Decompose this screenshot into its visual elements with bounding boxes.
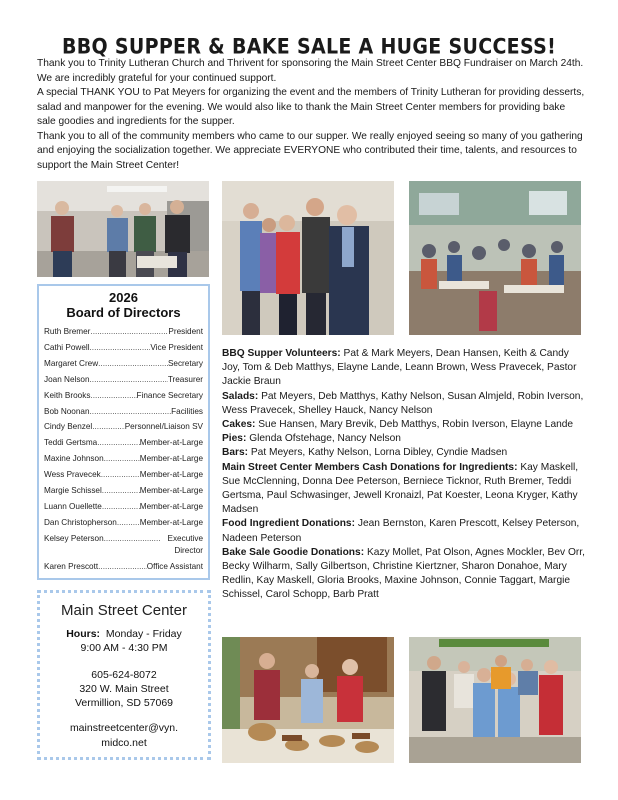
board-member: Keith Brooks ..... Finance Secretary: [44, 388, 203, 404]
credit-entry: Bars: Pat Meyers, Kathy Nelson, Lorna Dibley, Cyndie Madsen: [222, 447, 508, 459]
center-hours: Hours: Monday - Friday: [66, 628, 182, 640]
kitchen-crew-photo: [409, 637, 581, 763]
volunteer-credits: [222, 347, 588, 603]
board-member: Kelsey Peterson ..... Executive Director: [44, 533, 203, 559]
credit-entry: Salads: Pat Meyers, Deb Matthys, Kathy Nelson, Susan Almjeld, Robin Iverson, Wess Pravecek, Shelley Hauck, Nancy Nelson: [222, 390, 584, 416]
center-email[interactable]: mainstreetcenter@vyn. midco.net: [69, 722, 179, 749]
center-street: 320 W. Main Street: [79, 683, 169, 695]
board-member: Wess Pravecek ..... Member-at-Large: [44, 467, 203, 483]
board-member: Ruth Bremer ..... President: [44, 324, 203, 340]
dining-hall-photo: [409, 181, 581, 335]
credit-entry: Bake Sale Goodie Donations: Kazy Mollet, Pat Olson, Agnes Mockler, Bev Orr, Becky Wilharm, Sally Gilbertson, Christine Kiertzner, Sharon Donahoe, Mary Redlin, Kay Maskell, Gloria Brooks, Maxine Johnson, Connie Taggart, Margie Schissel, Carol Schopp, Barb Pratt: [222, 546, 585, 601]
board-member: Karen Prescott ..... Office Assistant: [44, 559, 203, 575]
credit-entry: Pies: Glenda Ofstehage, Nancy Nelson: [222, 433, 401, 445]
credit-entry: Main Street Center Members Cash Donations for Ingredients: Kay Maskell, Sue McClenning, Donna Dee Peterson, Berniece Ticknor, Ruth Bremer, Teddi Gertsma, Paul Schwasinger, Jewell Kronaizl, Pat Koester, Leona Kryger, Kathy Madsen: [222, 461, 579, 516]
board-year: 2026: [109, 290, 138, 305]
credit-entry: Food Ingredient Donations: Jean Bernston, Karen Prescott, Kelsey Peterson, Nadeen Peterson: [222, 518, 580, 544]
board-member: Margie Schissel ..... Member-at-Large: [44, 483, 203, 499]
board-of-directors: [37, 284, 210, 580]
credit-entry: BBQ Supper Volunteers: Pat & Mark Meyers, Dean Hansen, Keith & Candy Joy, Tom & Deb Matthys, Elayne Lande, Leann Brown, Wess Pravecek, Pastor Jackie Braun: [222, 348, 577, 388]
center-name: Main Street Center: [61, 602, 187, 619]
board-member: Bob Noonan ..... Facilities: [44, 404, 203, 420]
board-member: Luann Ouellette ..... Member-at-Large: [44, 499, 203, 515]
board-member: Dan Christopherson ..... Member-at-Large: [44, 515, 203, 531]
intro-paragraph: Thank you to all of the community members who came to our supper. We really enjoyed seeing so many of you gathering and enjoying the socialization together. We appreciate EVERYONE who contributed their time, talents, and resources to support the Main Street Center!: [37, 130, 583, 171]
center-hours-time: 9:00 AM - 4:30 PM: [80, 642, 168, 654]
intro-text: [37, 57, 585, 173]
board-title: Board of Directors: [66, 305, 181, 320]
board-member: Cathi Powell ..... Vice President: [44, 340, 203, 356]
center-contact-box: [37, 590, 211, 760]
board-member: Maxine Johnson ..... Member-at-Large: [44, 451, 203, 467]
intro-paragraph: A special THANK YOU to Pat Meyers for organizing the event and the members of Trinity Lutheran for providing desserts, salad and manpower for the evening. We would also like to thank the Main Street Center members for providing bake sale goodies and ingredients for the supper.: [37, 87, 585, 127]
page-headline: BBQ SUPPER & BAKE SALE A HUGE SUCCESS!: [61, 34, 557, 60]
kitchen-volunteers-photo: [37, 181, 209, 277]
board-member: Teddi Gertsma ..... Member-at-Large: [44, 435, 203, 451]
board-member: Cindy Benzel ..... Personnel/Liaison SV: [44, 419, 203, 435]
volunteers-group-photo: [222, 181, 394, 335]
intro-paragraph: Thank you to Trinity Lutheran Church and Thrivent for sponsoring the Main Street Center BBQ Fundraiser on March 24th. We are incredibly grateful for your continued support.: [37, 58, 584, 84]
bake-sale-photo: [222, 637, 394, 763]
center-city: Vermillion, SD 57069: [74, 697, 174, 709]
board-member: Margaret Crew ..... Secretary: [44, 356, 203, 372]
center-phone: 605-624-8072: [91, 669, 157, 681]
board-member: Joan Nelson ..... Treasurer: [44, 372, 203, 388]
credit-entry: Cakes: Sue Hansen, Mary Brevik, Deb Matthys, Robin Iverson, Elayne Lande: [222, 419, 574, 431]
